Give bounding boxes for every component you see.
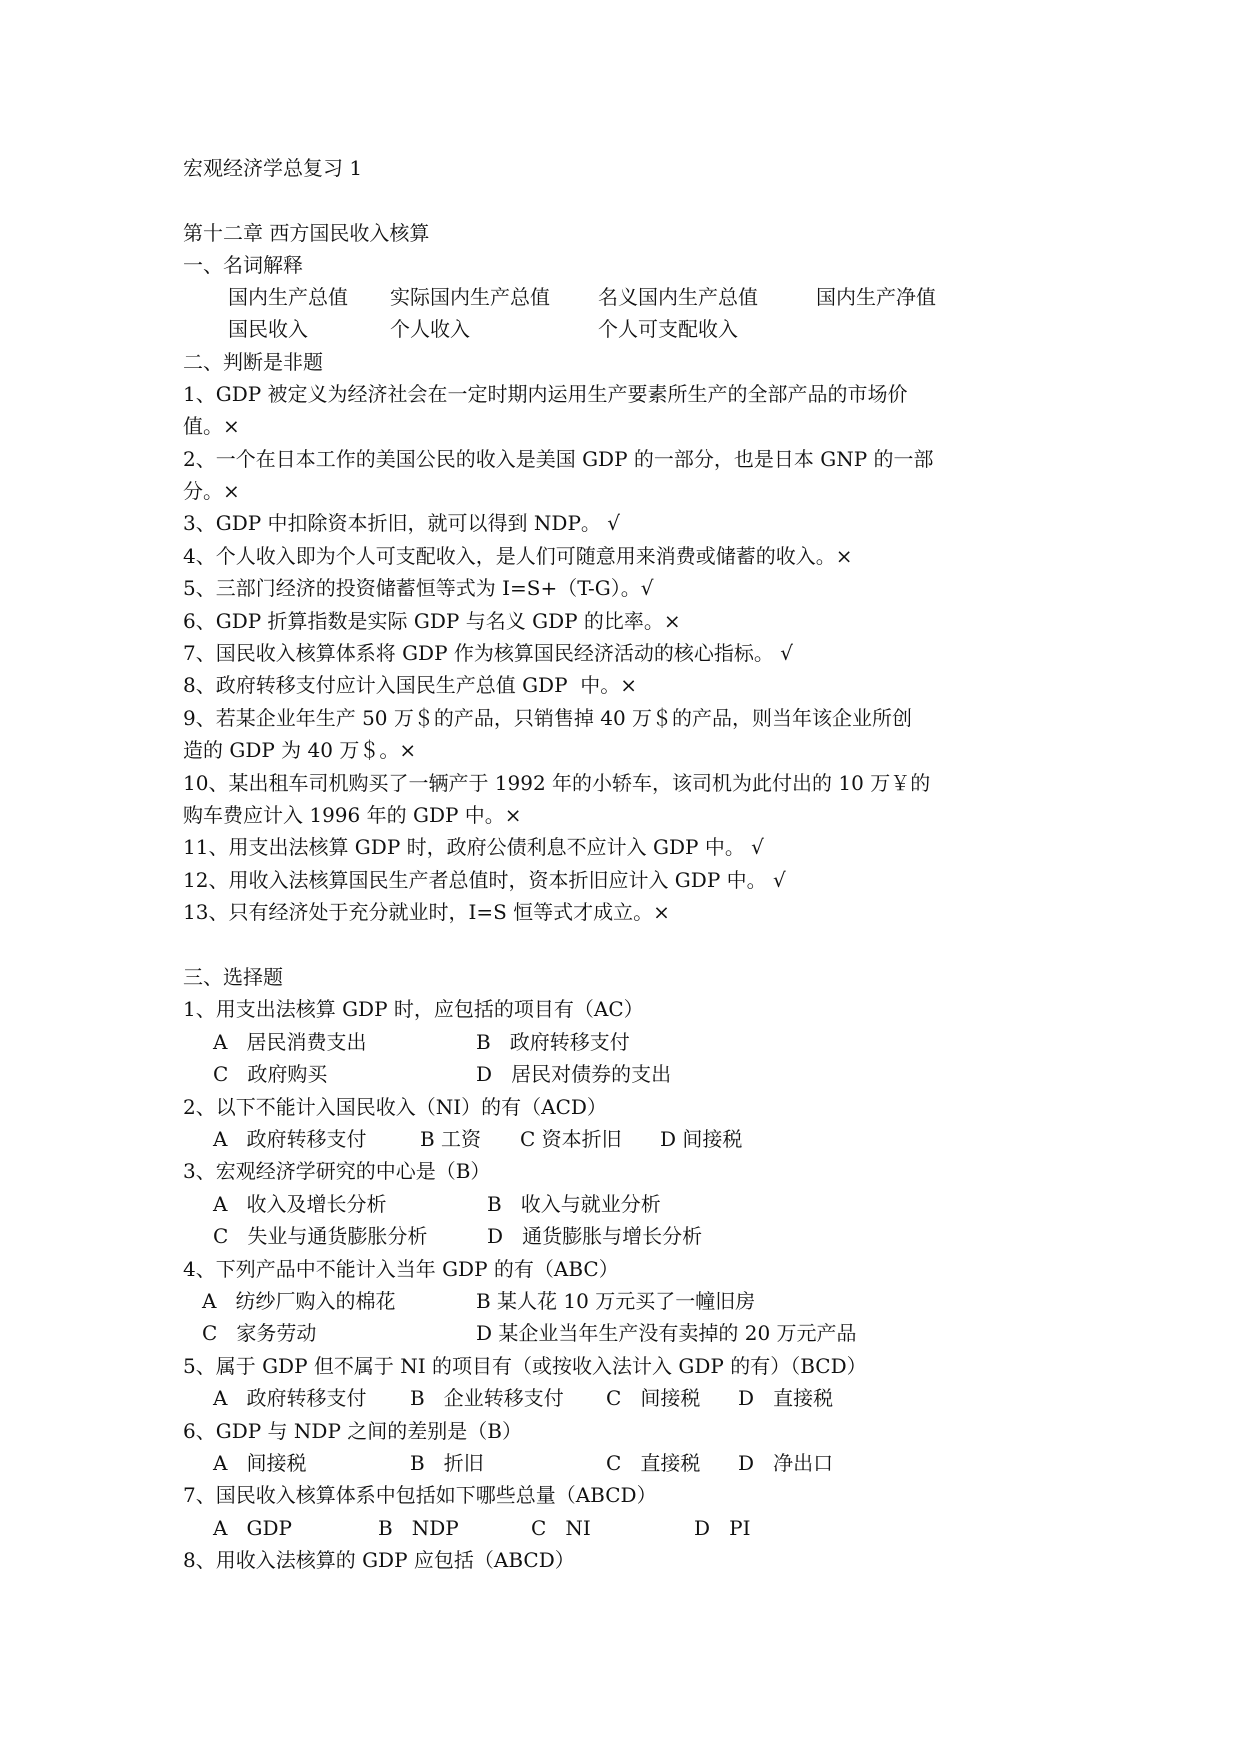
section-heading-terms: 一、名词解释 — [183, 253, 303, 277]
term: 个人可支配收入 — [598, 317, 738, 341]
section-heading-choice: 三、选择题 — [183, 965, 283, 989]
tf-line: 值。× — [183, 414, 240, 438]
tf-line: 11、用支出法核算 GDP 时，政府公债利息不应计入 GDP 中。 √ — [183, 835, 764, 859]
question: 5、属于 GDP 但不属于 NI 的项目有（或按收入法计入 GDP 的有）（BCD） — [183, 1354, 867, 1378]
option: B 折旧 — [410, 1451, 484, 1475]
term: 国内生产净值 — [816, 285, 936, 309]
document-title: 宏观经济学总复习 1 — [183, 156, 363, 180]
option: B 收入与就业分析 — [487, 1192, 661, 1216]
option: A 政府转移支付 — [213, 1127, 367, 1151]
tf-line: 6、GDP 折算指数是实际 GDP 与名义 GDP 的比率。× — [183, 609, 681, 633]
option: B 政府转移支付 — [476, 1030, 630, 1054]
term: 实际国内生产总值 — [390, 285, 550, 309]
option: C 直接税 — [606, 1451, 701, 1475]
term: 名义国内生产总值 — [598, 285, 758, 309]
question: 2、以下不能计入国民收入（NI）的有（ACD） — [183, 1095, 607, 1119]
tf-line: 分。× — [183, 479, 240, 503]
option: A 间接税 — [213, 1451, 307, 1475]
chapter-title: 第十二章 西方国民收入核算 — [183, 221, 430, 245]
tf-line: 12、用收入法核算国民生产者总值时，资本折旧应计入 GDP 中。 √ — [183, 868, 786, 892]
option: D 居民对债券的支出 — [476, 1062, 672, 1086]
option: D 通货膨胀与增长分析 — [487, 1224, 703, 1248]
option: C 资本折旧 — [520, 1127, 622, 1151]
question: 8、用收入法核算的 GDP 应包括（ABCD） — [183, 1548, 575, 1572]
question: 1、用支出法核算 GDP 时，应包括的项目有（AC） — [183, 997, 644, 1021]
option: B 企业转移支付 — [410, 1386, 564, 1410]
tf-line: 造的 GDP 为 40 万＄。× — [183, 738, 417, 762]
option: A GDP — [213, 1516, 292, 1540]
question: 3、宏观经济学研究的中心是（B） — [183, 1159, 491, 1183]
option: D 净出口 — [738, 1451, 834, 1475]
tf-line: 购车费应计入 1996 年的 GDP 中。× — [183, 803, 522, 827]
tf-line: 10、某出租车司机购买了一辆产于 1992 年的小轿车，该司机为此付出的 10 万￥的 — [183, 771, 931, 795]
option: B 工资 — [420, 1127, 482, 1151]
option: C 间接税 — [606, 1386, 701, 1410]
term: 国民收入 — [228, 317, 308, 341]
tf-line: 3、GDP 中扣除资本折旧，就可以得到 NDP。 √ — [183, 511, 621, 535]
option: D 间接税 — [660, 1127, 743, 1151]
section-heading-true-false: 二、判断是非题 — [183, 350, 323, 374]
term: 国内生产总值 — [228, 285, 348, 309]
option: D 某企业当年生产没有卖掉的 20 万元产品 — [476, 1321, 857, 1345]
option: A 居民消费支出 — [213, 1030, 367, 1054]
option: C 家务劳动 — [202, 1321, 317, 1345]
option: B NDP — [378, 1516, 459, 1540]
tf-line: 13、只有经济处于充分就业时，I=S 恒等式才成立。× — [183, 900, 670, 924]
option: B 某人花 10 万元买了一幢旧房 — [476, 1289, 756, 1313]
term: 个人收入 — [390, 317, 470, 341]
option: C NI — [531, 1516, 591, 1540]
question: 7、国民收入核算体系中包括如下哪些总量（ABCD） — [183, 1483, 657, 1507]
question: 4、下列产品中不能计入当年 GDP 的有（ABC） — [183, 1257, 619, 1281]
option: D 直接税 — [738, 1386, 834, 1410]
tf-line: 7、国民收入核算体系将 GDP 作为核算国民经济活动的核心指标。 √ — [183, 641, 794, 665]
option: A 收入及增长分析 — [213, 1192, 387, 1216]
tf-line: 9、若某企业年生产 50 万＄的产品，只销售掉 40 万＄的产品，则当年该企业所创 — [183, 706, 913, 730]
option: D PI — [694, 1516, 751, 1540]
tf-line: 5、三部门经济的投资储蓄恒等式为 I=S+（T-G）。√ — [183, 576, 654, 600]
tf-line: 1、GDP 被定义为经济社会在一定时期内运用生产要素所生产的全部产品的市场价 — [183, 382, 908, 406]
option: A 政府转移支付 — [213, 1386, 367, 1410]
tf-line: 4、个人收入即为个人可支配收入，是人们可随意用来消费或储蓄的收入。× — [183, 544, 853, 568]
tf-line: 8、政府转移支付应计入国民生产总值 GDP 中。× — [183, 673, 638, 697]
option: A 纺纱厂购入的棉花 — [202, 1289, 396, 1313]
option: C 政府购买 — [213, 1062, 328, 1086]
option: C 失业与通货膨胀分析 — [213, 1224, 428, 1248]
tf-line: 2、一个在日本工作的美国公民的收入是美国 GDP 的一部分，也是日本 GNP 的一部 — [183, 447, 934, 471]
question: 6、GDP 与 NDP 之间的差别是（B） — [183, 1419, 522, 1443]
